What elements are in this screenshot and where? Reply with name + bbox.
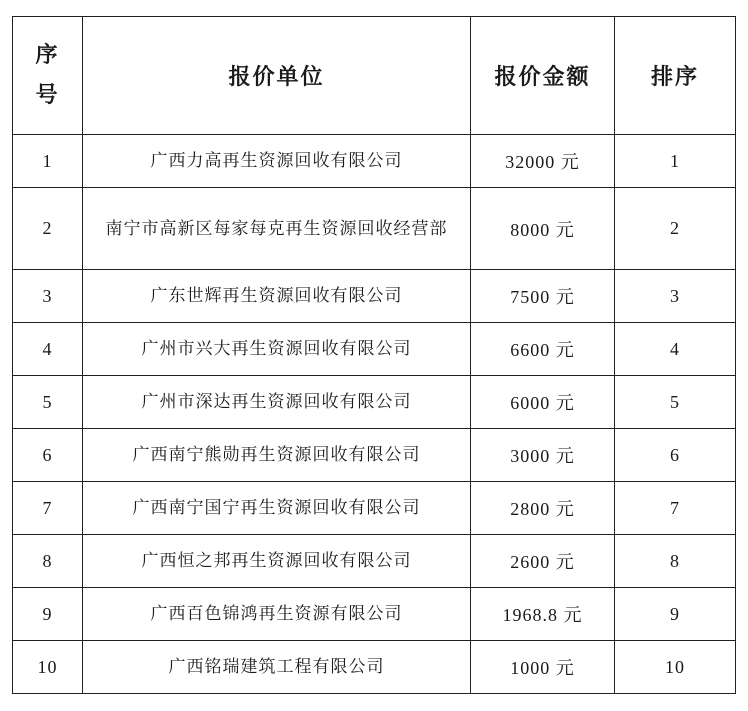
header-index-line2: 号	[35, 82, 60, 108]
row-index: 10	[13, 641, 83, 694]
quote-ranking-table	[12, 16, 736, 694]
table-row	[13, 376, 736, 429]
row-amount: 1968.8 元	[471, 588, 615, 641]
row-index: 4	[13, 323, 83, 376]
header-index	[13, 17, 83, 135]
row-index: 6	[13, 429, 83, 482]
row-rank: 6	[615, 429, 736, 482]
row-rank: 9	[615, 588, 736, 641]
header-row	[13, 17, 736, 135]
row-unit: 广西铭瑞建筑工程有限公司	[83, 641, 471, 694]
header-amount: 报价金额	[471, 17, 615, 135]
row-rank: 10	[615, 641, 736, 694]
table-row	[13, 535, 736, 588]
row-amount: 32000 元	[471, 135, 615, 188]
table-row	[13, 188, 736, 270]
row-index: 2	[13, 188, 83, 270]
row-index: 1	[13, 135, 83, 188]
row-amount: 6600 元	[471, 323, 615, 376]
row-rank: 8	[615, 535, 736, 588]
header-rank: 排序	[615, 17, 736, 135]
row-rank: 4	[615, 323, 736, 376]
row-index: 5	[13, 376, 83, 429]
header-unit: 报价单位	[83, 17, 471, 135]
row-amount: 3000 元	[471, 429, 615, 482]
row-index: 8	[13, 535, 83, 588]
row-unit: 广西南宁国宁再生资源回收有限公司	[83, 482, 471, 535]
table-row	[13, 641, 736, 694]
row-amount: 1000 元	[471, 641, 615, 694]
row-amount: 6000 元	[471, 376, 615, 429]
row-amount: 8000 元	[471, 188, 615, 270]
row-amount: 2600 元	[471, 535, 615, 588]
row-unit: 广西力高再生资源回收有限公司	[83, 135, 471, 188]
row-rank: 2	[615, 188, 736, 270]
table-row	[13, 429, 736, 482]
table-row	[13, 323, 736, 376]
table-row	[13, 482, 736, 535]
row-rank: 1	[615, 135, 736, 188]
table-row	[13, 270, 736, 323]
row-rank: 7	[615, 482, 736, 535]
row-rank: 3	[615, 270, 736, 323]
row-unit: 广东世辉再生资源回收有限公司	[83, 270, 471, 323]
row-unit: 广州市深达再生资源回收有限公司	[83, 376, 471, 429]
table-row	[13, 135, 736, 188]
row-unit: 广西百色锦鸿再生资源有限公司	[83, 588, 471, 641]
row-amount: 7500 元	[471, 270, 615, 323]
row-unit: 广州市兴大再生资源回收有限公司	[83, 323, 471, 376]
row-amount: 2800 元	[471, 482, 615, 535]
row-index: 3	[13, 270, 83, 323]
row-index: 7	[13, 482, 83, 535]
table-row	[13, 588, 736, 641]
row-unit: 南宁市高新区每家每克再生资源回收经营部	[83, 188, 471, 270]
row-unit: 广西恒之邦再生资源回收有限公司	[83, 535, 471, 588]
row-rank: 5	[615, 376, 736, 429]
row-index: 9	[13, 588, 83, 641]
row-unit: 广西南宁熊勋再生资源回收有限公司	[83, 429, 471, 482]
header-index-line1: 序	[35, 42, 60, 68]
